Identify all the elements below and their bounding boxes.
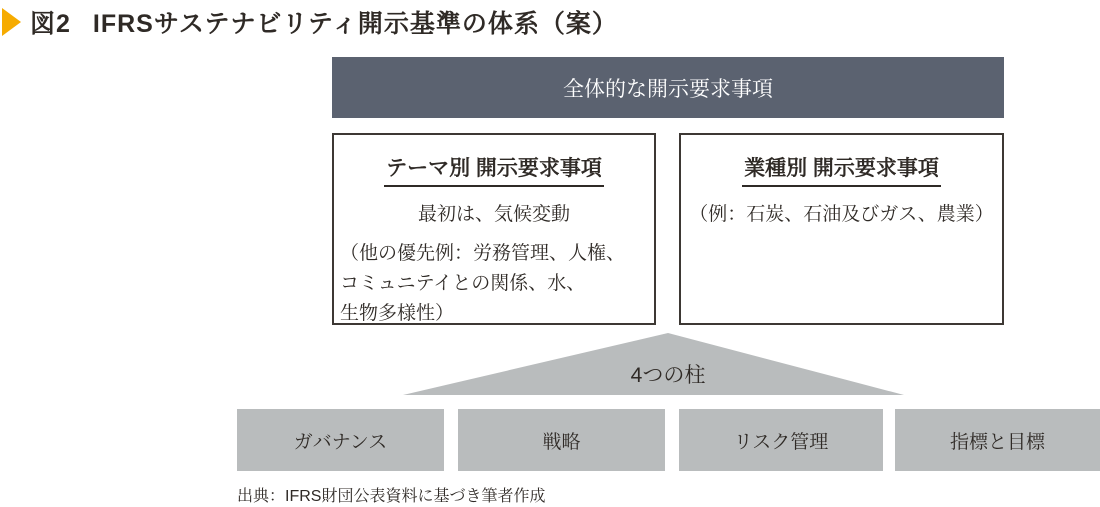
theme-box-heading: テーマ別 開示要求事項 (384, 157, 604, 187)
pillar-box-governance (237, 409, 444, 471)
theme-box-heading-row (334, 152, 654, 182)
text-line: コミュニテイとの関係、水、 (340, 273, 586, 294)
overall-requirements-box (332, 57, 1004, 118)
text-line: （他の優先例：労務管理、人権、 (340, 243, 626, 264)
theme-box-other-examples (334, 239, 654, 329)
text-line: 生物多様性） (340, 303, 455, 324)
industry-box-heading: 業種別 開示要求事項 (742, 157, 941, 187)
figure-label: 図2 (30, 10, 71, 38)
theme-requirements-box (332, 133, 656, 325)
industry-box-examples: （例：石炭、石油及びガス、農業） (689, 204, 994, 225)
figure-title-row (2, 4, 618, 40)
industry-requirements-box (679, 133, 1004, 325)
pillar-label: 戦略 (542, 431, 581, 453)
pillar-label: 指標と目標 (949, 431, 1045, 453)
pillars-label: 4つの柱 (630, 364, 706, 387)
figure-heading: IFRSサステナビリティ開示基準の体系（案） (92, 10, 618, 38)
pillar-box-risk-management (679, 409, 883, 471)
industry-box-heading-row (681, 152, 1002, 182)
source-note: 出典：IFRS財団公表資料に基づき筆者作成 (237, 488, 546, 505)
figure-marker-icon (2, 8, 21, 36)
pillar-box-metrics-targets (895, 409, 1100, 471)
theme-box-first-item: 最初は、気候変動 (417, 204, 570, 225)
overall-requirements-label: 全体的な開示要求事項 (563, 77, 773, 101)
pillar-label: ガバナンス (293, 431, 388, 453)
pillar-box-strategy (458, 409, 665, 471)
pillar-label: リスク管理 (733, 431, 829, 453)
